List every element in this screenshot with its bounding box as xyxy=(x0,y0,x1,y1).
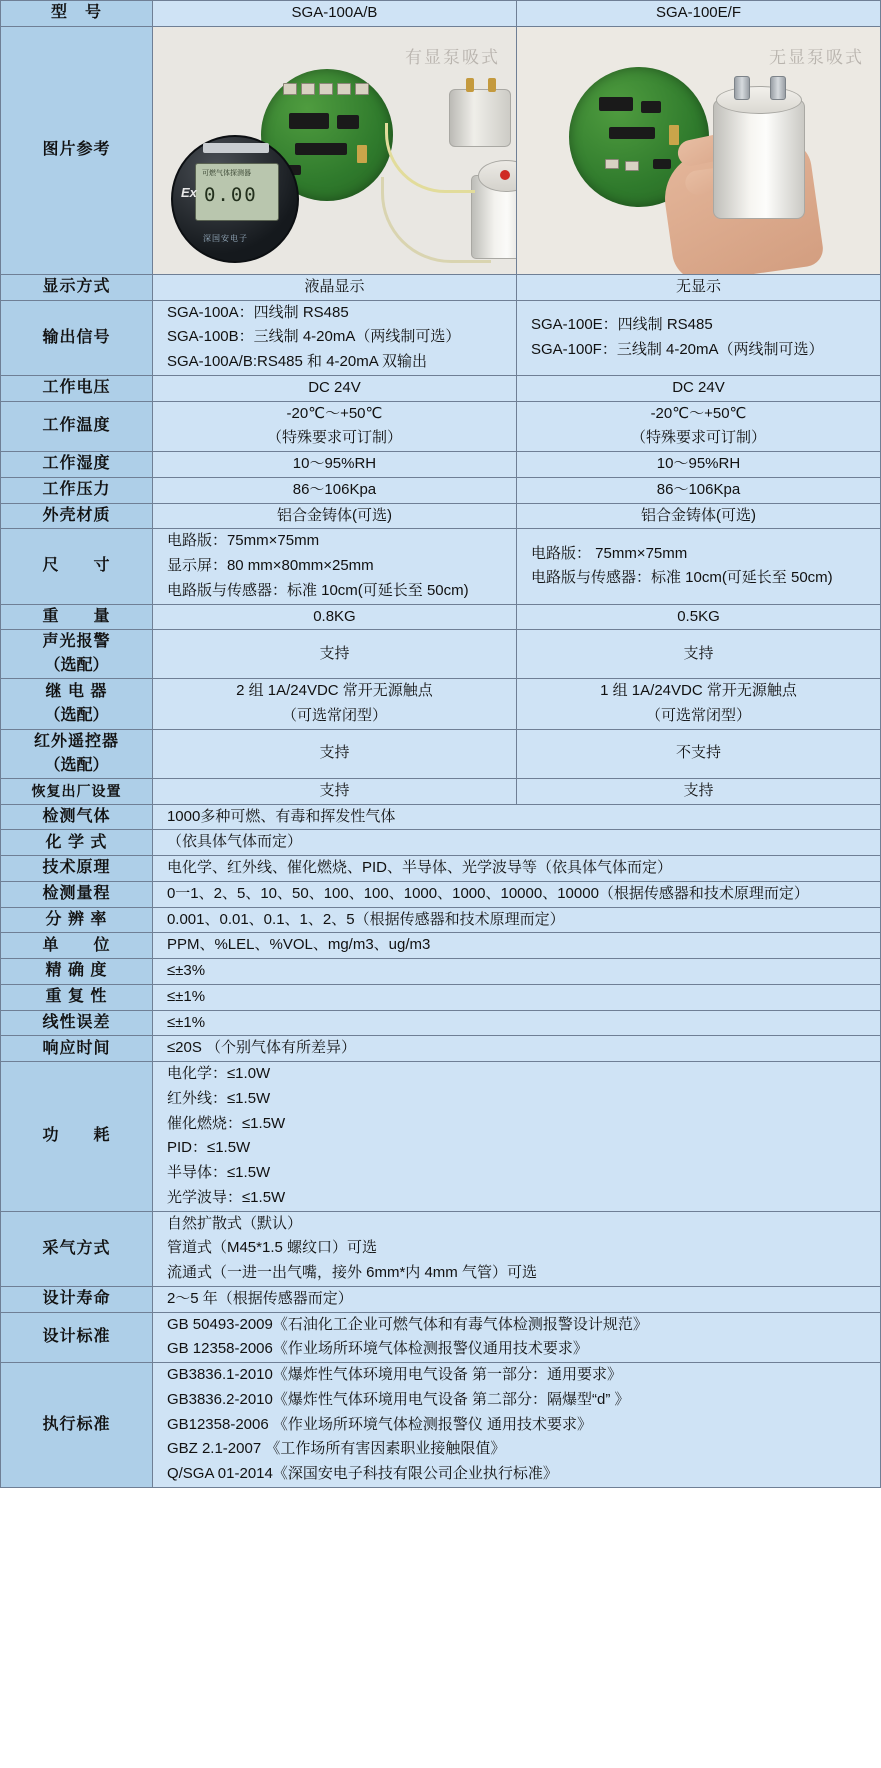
cell-line: GB 12358-2006《作业场所环境气体检测报警仪通用技术要求》 xyxy=(166,1340,588,1358)
cell-e xyxy=(516,300,880,375)
table-row xyxy=(1,401,881,452)
row-label: 恢复出厂设置 xyxy=(1,778,153,804)
table-row xyxy=(1,1211,881,1286)
cell-line: （特殊要求可订制） xyxy=(630,429,766,447)
table-row xyxy=(1,1062,881,1212)
cell-a xyxy=(152,300,516,375)
row-label: 工作压力 xyxy=(1,477,153,503)
cell-span: 2～5 年（根据传感器而定） xyxy=(152,1286,880,1312)
row-label: 输出信号 xyxy=(1,300,153,375)
cell-span: 0.001、0.01、0.1、1、2、5（根据传感器和技术原理而定） xyxy=(152,907,880,933)
table-row-photo xyxy=(1,26,881,274)
table-body xyxy=(1,1,881,1488)
table-row xyxy=(1,630,881,679)
table-row xyxy=(1,529,881,604)
row-label: 检测量程 xyxy=(1,881,153,907)
row-label: 设计标准 xyxy=(1,1312,153,1363)
table-row xyxy=(1,881,881,907)
row-label xyxy=(1,679,153,730)
table-row xyxy=(1,503,881,529)
cell-a xyxy=(152,679,516,730)
cell-line: 流通式（一进一出气嘴，接外 6mm*内 4mm 气管）可选 xyxy=(166,1264,537,1281)
row-label-main: 声光报警 xyxy=(42,633,111,651)
row-label: 设计寿命 xyxy=(1,1286,153,1312)
row-label: 单 位 xyxy=(1,933,153,959)
cell-span xyxy=(152,1211,880,1286)
cell-span: ≤20S （个别气体有所差异） xyxy=(152,1036,880,1062)
row-label-model: 型 号 xyxy=(1,1,153,27)
cell-a: 支持 xyxy=(152,778,516,804)
cell-span: ≤±3% xyxy=(152,959,880,985)
table-row xyxy=(1,604,881,630)
cell-line: 半导体：≤1.5W xyxy=(166,1164,271,1181)
row-label: 化 学 式 xyxy=(1,830,153,856)
cell-span xyxy=(152,1062,880,1212)
photo-cell-a xyxy=(152,26,516,274)
cell-line: 1 组 1A/24VDC 常开无源触点 xyxy=(600,682,797,700)
cell-span: ≤±1% xyxy=(152,1010,880,1036)
table-row xyxy=(1,959,881,985)
table-row xyxy=(1,933,881,959)
cell-e: 86～106Kpa xyxy=(516,477,880,503)
row-label-sub: （选配） xyxy=(44,657,109,675)
meter-brand: 深国安电子 xyxy=(202,233,248,243)
cable-icon-2 xyxy=(381,177,491,263)
row-label xyxy=(1,630,153,679)
cell-span xyxy=(152,1312,880,1363)
row-label: 执行标准 xyxy=(1,1363,153,1488)
cell-line: 自然扩散式（默认） xyxy=(166,1214,302,1232)
cell-line: （特殊要求可订制） xyxy=(266,429,402,447)
cell-line: GB 50493-2009《石油化工企业可燃气体和有毒气体检测报警设计规范》 xyxy=(166,1315,648,1333)
cell-a: DC 24V xyxy=(152,375,516,401)
cell-span: ≤±1% xyxy=(152,984,880,1010)
table-row xyxy=(1,1036,881,1062)
cell-e: 无显示 xyxy=(516,274,880,300)
cell-e xyxy=(516,679,880,730)
cell-e: 支持 xyxy=(516,630,880,679)
cell-line: （可选常闭型） xyxy=(281,707,387,724)
cell-span: 1000多种可燃、有毒和挥发性气体 xyxy=(152,804,880,830)
table-row-header xyxy=(1,1,881,27)
cell-a: 支持 xyxy=(152,729,516,778)
cell-a: 液晶显示 xyxy=(152,274,516,300)
meter-title-text: 可燃气体探测器 xyxy=(201,169,251,177)
cell-line: 催化燃烧：≤1.5W xyxy=(166,1114,286,1132)
row-label: 工作湿度 xyxy=(1,452,153,478)
cell-line: 电路版与传感器：标准 10cm(可延长至 50cm) xyxy=(530,569,833,587)
cell-a: 支持 xyxy=(152,630,516,679)
table-row xyxy=(1,477,881,503)
cell-line: -20℃～+50℃ xyxy=(286,404,383,422)
row-label: 工作温度 xyxy=(1,401,153,452)
table-row xyxy=(1,984,881,1010)
cell-line: GB3836.2-2010《爆炸性气体环境用电气设备 第二部分：隔爆型“d” 》 xyxy=(166,1390,630,1408)
row-label: 分 辨 率 xyxy=(1,907,153,933)
row-label: 检测气体 xyxy=(1,804,153,830)
table-row xyxy=(1,274,881,300)
cell-line: -20℃～+50℃ xyxy=(650,404,747,422)
row-label: 响应时间 xyxy=(1,1036,153,1062)
cell-line: SGA-100B：三线制 4-20mA（两线制可选） xyxy=(166,328,461,346)
row-label: 尺 寸 xyxy=(1,529,153,604)
cell-e: DC 24V xyxy=(516,375,880,401)
cell-a: 86～106Kpa xyxy=(152,477,516,503)
row-label: 显示方式 xyxy=(1,274,153,300)
table-row xyxy=(1,830,881,856)
table-row xyxy=(1,856,881,882)
header-model-a: SGA-100A/B xyxy=(152,1,516,27)
photo-caption-e: 无显泵吸式 xyxy=(769,47,864,67)
cell-span: PPM、%LEL、%VOL、mg/m3、ug/m3 xyxy=(152,933,880,959)
cell-a: 10～95%RH xyxy=(152,452,516,478)
row-label: 外壳材质 xyxy=(1,503,153,529)
table-row xyxy=(1,679,881,730)
cell-e: 不支持 xyxy=(516,729,880,778)
cell-line: Q/SGA 01-2014《深国安电子科技有限公司企业执行标准》 xyxy=(166,1465,558,1482)
table-row xyxy=(1,375,881,401)
row-label: 重 量 xyxy=(1,604,153,630)
photo-caption-a: 有显泵吸式 xyxy=(404,47,500,67)
table-row xyxy=(1,804,881,830)
product-photo-e xyxy=(517,27,880,274)
ex-mark: Ex xyxy=(180,184,197,200)
cell-span: 0一1、2、5、10、50、100、100、1000、1000、10000、10000（根据传感器和技术原理而定） xyxy=(152,881,880,907)
cell-e: 支持 xyxy=(516,778,880,804)
row-label-sub: （选配） xyxy=(44,707,109,724)
row-label: 工作电压 xyxy=(1,375,153,401)
cell-line: 电化学：≤1.0W xyxy=(166,1065,271,1082)
row-label xyxy=(1,729,153,778)
cell-e: 0.5KG xyxy=(516,604,880,630)
photo-cell-e xyxy=(516,26,880,274)
cell-line: SGA-100A/B:RS485 和 4-20mA 双输出 xyxy=(166,353,428,370)
table-row xyxy=(1,1363,881,1488)
table-row xyxy=(1,1286,881,1312)
sensor-body-icon-e xyxy=(713,99,805,219)
cell-line: 电路版： 75mm×75mm xyxy=(530,544,688,562)
cell-line: 电路版：75mm×75mm xyxy=(166,532,320,550)
table-row xyxy=(1,1010,881,1036)
cell-line: 红外线：≤1.5W xyxy=(166,1089,271,1107)
table-row xyxy=(1,778,881,804)
cell-line: SGA-100E：四线制 RS485 xyxy=(530,315,713,333)
row-label: 精 确 度 xyxy=(1,959,153,985)
cell-line: SGA-100F：三线制 4-20mA（两线制可选） xyxy=(530,340,824,358)
cell-line: （可选常闭型） xyxy=(645,707,751,724)
row-label: 采气方式 xyxy=(1,1211,153,1286)
row-label: 重 复 性 xyxy=(1,984,153,1010)
table-row xyxy=(1,729,881,778)
cell-span: 电化学、红外线、催化燃烧、PID、半导体、光学波导等（依具体气体而定） xyxy=(152,856,880,882)
cell-line: 2 组 1A/24VDC 常开无源触点 xyxy=(236,682,433,700)
cell-e: 铝合金铸体(可选) xyxy=(516,503,880,529)
cell-e xyxy=(516,529,880,604)
cell-a: 0.8KG xyxy=(152,604,516,630)
product-photo-a xyxy=(153,27,516,274)
cell-a: 铝合金铸体(可选) xyxy=(152,503,516,529)
row-label: 线性误差 xyxy=(1,1010,153,1036)
cell-e xyxy=(516,401,880,452)
table-row xyxy=(1,907,881,933)
red-dot-icon xyxy=(500,170,510,180)
table-row xyxy=(1,452,881,478)
cell-span: （依具体气体而定） xyxy=(152,830,880,856)
cell-line: 管道式（M45*1.5 螺纹口）可选 xyxy=(166,1239,377,1257)
cell-line: 电路版与传感器：标准 10cm(可延长至 50cm) xyxy=(166,581,469,599)
cell-line: 显示屏：80 mm×80mm×25mm xyxy=(166,557,374,574)
row-label-main: 继 电 器 xyxy=(45,683,108,700)
cell-span xyxy=(152,1363,880,1488)
header-model-e: SGA-100E/F xyxy=(516,1,880,27)
row-label-photo: 图片参考 xyxy=(1,26,153,274)
row-label: 功 耗 xyxy=(1,1062,153,1212)
row-label-main: 红外遥控器 xyxy=(33,732,119,750)
cell-line: PID：≤1.5W xyxy=(166,1139,251,1157)
display-meter-icon xyxy=(171,135,299,263)
cell-line: GB3836.1-2010《爆炸性气体环境用电气设备 第一部分：通用要求》 xyxy=(166,1366,623,1383)
cell-e: 10～95%RH xyxy=(516,452,880,478)
table-row xyxy=(1,1312,881,1363)
cell-line: SGA-100A：四线制 RS485 xyxy=(166,303,349,321)
cell-a xyxy=(152,401,516,452)
row-label-sub: （选配） xyxy=(44,756,109,774)
cell-a xyxy=(152,529,516,604)
cell-line: GBZ 2.1-2007 《工作场所有害因素职业接触限值》 xyxy=(166,1440,506,1458)
table-row xyxy=(1,300,881,375)
row-label: 技术原理 xyxy=(1,856,153,882)
cell-line: GB12358-2006 《作业场所环境气体检测报警仪 通用技术要求》 xyxy=(166,1415,593,1433)
cell-line: 光学波导：≤1.5W xyxy=(166,1188,286,1206)
meter-reading: 0.00 xyxy=(203,183,258,206)
